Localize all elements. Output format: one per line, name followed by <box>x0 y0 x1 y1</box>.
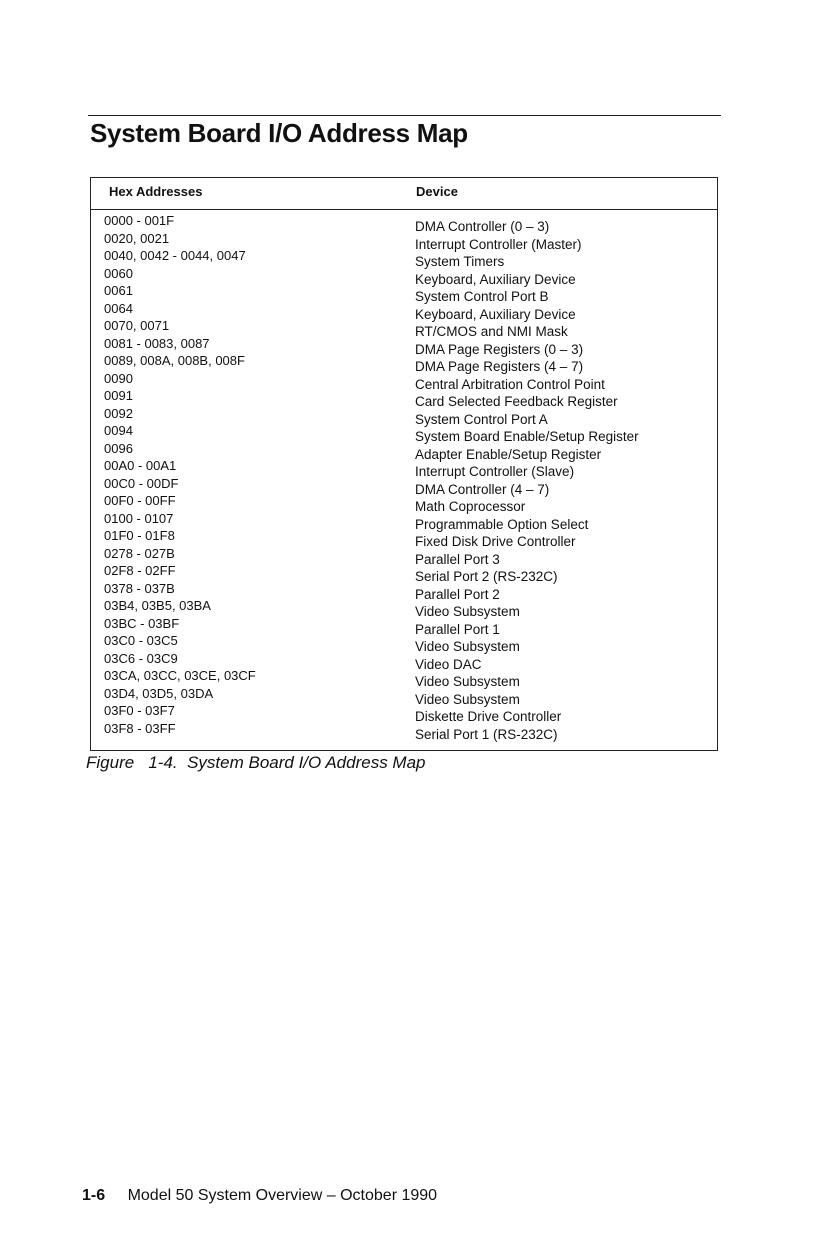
address-cell: 0092 <box>104 405 133 421</box>
device-cell: Central Arbitration Control Point <box>415 376 605 392</box>
address-cell: 00F0 - 00FF <box>104 493 176 508</box>
device-cell: Keyboard, Auxiliary Device <box>415 306 576 322</box>
address-cell: 0040, 0042 - 0044, 0047 <box>104 248 246 263</box>
device-cell: Parallel Port 3 <box>415 551 500 567</box>
device-cell: System Control Port A <box>415 411 548 427</box>
address-cell: 01F0 - 01F8 <box>104 528 175 543</box>
device-cell: Adapter Enable/Setup Register <box>415 446 602 462</box>
address-cell: 03D4, 03D5, 03DA <box>104 685 214 701</box>
address-cell: 00A0 - 00A1 <box>104 458 177 473</box>
address-cell: 0094 <box>104 423 133 438</box>
device-cell: Video Subsystem <box>415 604 520 619</box>
device-cell: Diskette Drive Controller <box>415 709 562 724</box>
device-cell: System Control Port B <box>415 289 549 304</box>
device-cell: Video Subsystem <box>415 674 520 689</box>
address-cell: 03F8 - 03FF <box>104 720 176 736</box>
device-cell: DMA Controller (4 – 7) <box>415 481 550 497</box>
header-device: Device <box>416 184 458 199</box>
address-map-table <box>90 177 718 751</box>
address-cell: 0089, 008A, 008B, 008F <box>104 353 245 368</box>
address-cell: 0100 - 0107 <box>104 510 174 526</box>
address-cell: 0070, 0071 <box>104 318 170 333</box>
device-cell: Interrupt Controller (Slave) <box>415 464 575 479</box>
device-cell: Video Subsystem <box>415 691 520 707</box>
address-cell: 0091 <box>104 388 133 403</box>
address-cell: 00C0 - 00DF <box>104 475 179 491</box>
device-cell: Serial Port 1 (RS-232C) <box>415 726 558 742</box>
device-cell: System Board Enable/Setup Register <box>415 429 639 444</box>
address-cell: 0081 - 0083, 0087 <box>104 335 210 351</box>
device-cell: Card Selected Feedback Register <box>415 394 618 409</box>
page-title: System Board I/O Address Map <box>90 118 468 148</box>
top-rule <box>88 115 721 116</box>
address-cell: 0096 <box>104 440 133 456</box>
page-footer <box>82 1187 437 1205</box>
device-cell: Keyboard, Auxiliary Device <box>415 271 576 287</box>
address-cell: 0378 - 037B <box>104 580 175 596</box>
device-cell: DMA Controller (0 – 3) <box>415 219 550 234</box>
address-cell: 0060 <box>104 265 133 281</box>
address-cell: 0278 - 027B <box>104 545 175 561</box>
address-cell: 0090 <box>104 370 133 386</box>
device-column <box>415 218 639 743</box>
device-cell: Video Subsystem <box>415 639 520 654</box>
device-cell: System Timers <box>415 254 505 269</box>
device-cell: RT/CMOS and NMI Mask <box>415 324 568 339</box>
address-cell: 0064 <box>104 300 133 316</box>
device-cell: Serial Port 2 (RS-232C) <box>415 569 558 584</box>
address-cell: 03C0 - 03C5 <box>104 633 178 648</box>
address-cell: 03F0 - 03F7 <box>104 703 175 718</box>
address-cell: 03CA, 03CC, 03CE, 03CF <box>104 668 256 683</box>
address-cell: 02F8 - 02FF <box>104 563 176 578</box>
device-cell: Interrupt Controller (Master) <box>415 236 582 252</box>
header-hex-addresses: Hex Addresses <box>109 184 203 199</box>
address-cell: 0000 - 001F <box>104 213 175 228</box>
address-cell: 0020, 0021 <box>104 230 170 246</box>
table-header <box>91 178 717 210</box>
footer-text: Model 50 System Overview – October 1990 <box>127 1187 438 1204</box>
address-cell: 0061 <box>104 283 133 298</box>
device-cell: Fixed Disk Drive Controller <box>415 534 576 549</box>
address-cell: 03C6 - 03C9 <box>104 650 178 666</box>
address-cell: 03B4, 03B5, 03BA <box>104 598 211 613</box>
device-cell: Math Coprocessor <box>415 499 526 514</box>
device-cell: DMA Page Registers (4 – 7) <box>415 359 584 374</box>
figure-caption: Figure 1-4. System Board I/O Address Map <box>86 753 426 772</box>
device-cell: Parallel Port 2 <box>415 586 500 602</box>
device-cell: DMA Page Registers (0 – 3) <box>415 341 584 357</box>
address-cell: 03BC - 03BF <box>104 615 180 631</box>
address-column <box>104 212 256 737</box>
page-number: 1-6 <box>82 1187 106 1204</box>
device-cell: Parallel Port 1 <box>415 621 500 637</box>
device-cell: Programmable Option Select <box>415 516 589 532</box>
device-cell: Video DAC <box>415 656 482 672</box>
